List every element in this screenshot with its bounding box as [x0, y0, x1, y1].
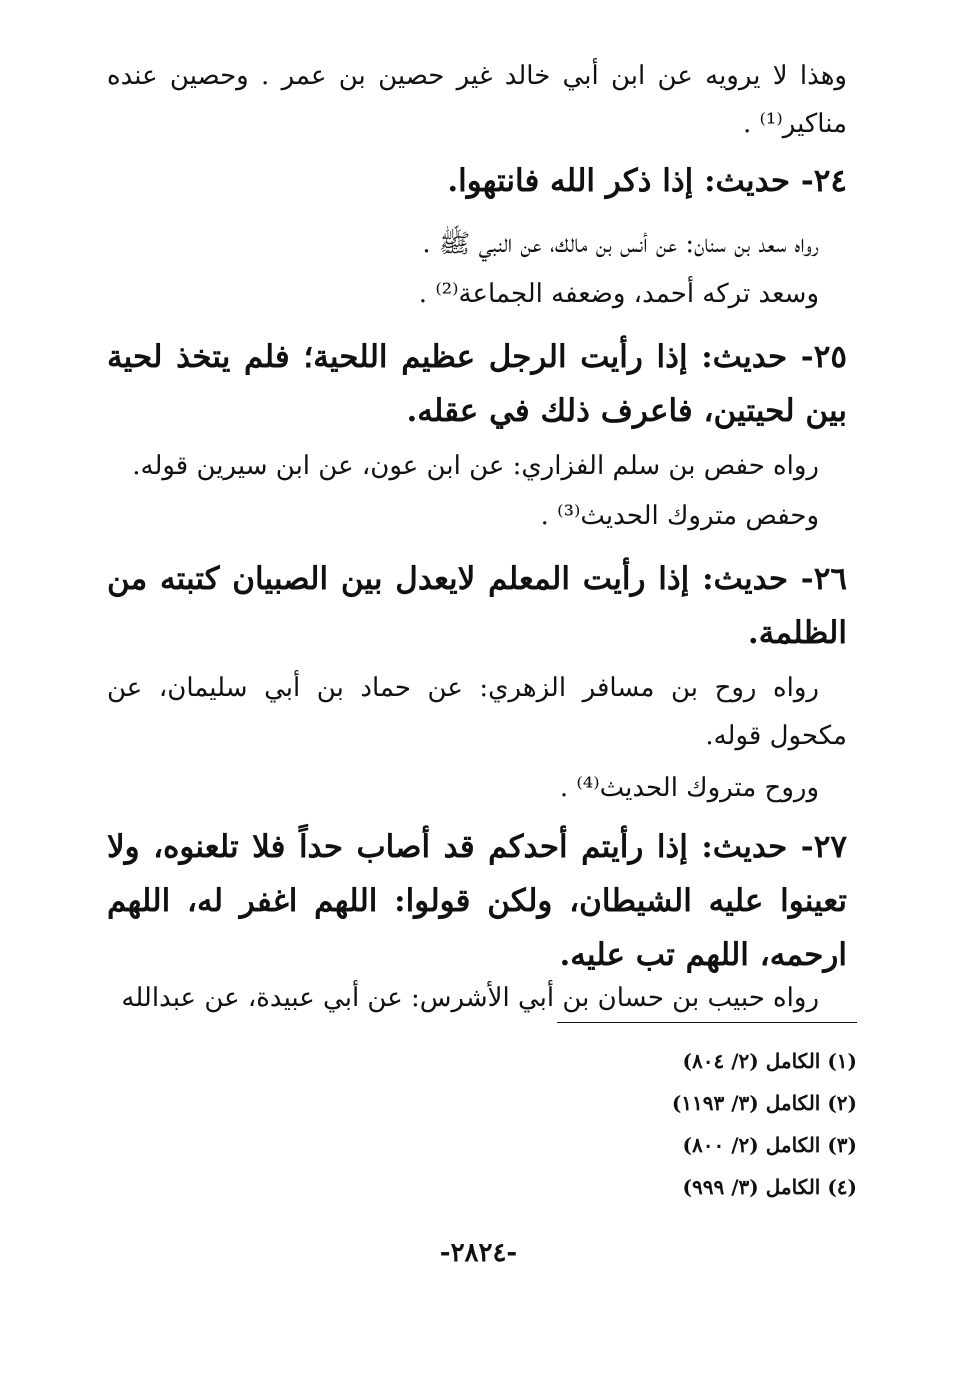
hadith-27-text: ٢٧- حديث: إذا رأيتم أحدكم قد أصاب حداً فلا تلعنوه، ولا تعينوا عليه الشيطان، ولكن قولوا: اللهم اغفر له، اللهم ارحمه، اللهم تب عليه.: [107, 829, 847, 973]
page-number: -٢٨٢٤-: [439, 1238, 518, 1268]
footnotes-list: [557, 1040, 857, 1208]
hadith-25-text: ٢٥- حديث: إذا رأيت الرجل عظيم اللحية؛ فلم يتخذ لحية بين لحيتين، فاعرف ذلك في عقله.: [107, 339, 847, 429]
hadith-24-grading-text: وسعد تركه أحمد، وضعفه الجماعة⁽²⁾ .: [418, 279, 819, 309]
intro-text: وهذا لا يرويه عن ابن أبي خالد غير حصين بن عمر . وحصين عنده مناكير⁽¹⁾ .: [107, 61, 847, 139]
hadith-26-grading: [107, 764, 847, 812]
footnote-1: (١) الكامل (٢/ ٨٠٤): [682, 1049, 857, 1073]
hadith-25-grading-text: وحفص متروك الحديث⁽³⁾ .: [540, 501, 819, 531]
hadith-27-narration-text: رواه حبيب بن حسان بن أبي الأشرس: عن أبي عبيدة، عن عبدالله: [121, 983, 819, 1013]
hadith-24-grading: [107, 270, 847, 318]
hadith-26-text: ٢٦- حديث: إذا رأيت المعلم لايعدل بين الصبيان كتبته من الظلمة.: [107, 561, 847, 651]
hadith-25-narration: [107, 442, 847, 490]
hadith-24-heading: [107, 154, 847, 208]
hadith-24-narration-text: رواه سعد بن سنان: عن أنس بن مالك، عن النبي ﷺ .: [422, 229, 819, 259]
hadith-27-heading: [107, 820, 847, 982]
footnote-divider: [557, 1022, 857, 1023]
footnote-3: (٣) الكامل (٢/ ٨٠٠): [682, 1133, 857, 1157]
hadith-24-text: ٢٤- حديث: إذا ذكر الله فانتهوا.: [447, 163, 847, 199]
hadith-25-grading: [107, 492, 847, 540]
hadith-26-narration: [107, 664, 847, 760]
hadith-24-narration: [107, 220, 847, 268]
paragraph-intro: [107, 52, 847, 148]
hadith-25-heading: [107, 330, 847, 438]
hadith-26-heading: [107, 552, 847, 660]
footnote-4: (٤) الكامل (٣/ ٩٩٩): [682, 1175, 857, 1199]
hadith-26-narration-text: رواه روح بن مسافر الزهري: عن حماد بن أبي سليمان، عن مكحول قوله.: [107, 673, 847, 751]
hadith-27-narration: [107, 974, 847, 1022]
hadith-26-grading-text: وروح متروك الحديث⁽⁴⁾ .: [559, 773, 819, 803]
footnote-2: (٢) الكامل (٣/ ١١٩٣): [671, 1091, 857, 1115]
hadith-25-narration-text: رواه حفص بن سلم الفزاري: عن ابن عون، عن ابن سيرين قوله.: [132, 451, 819, 481]
